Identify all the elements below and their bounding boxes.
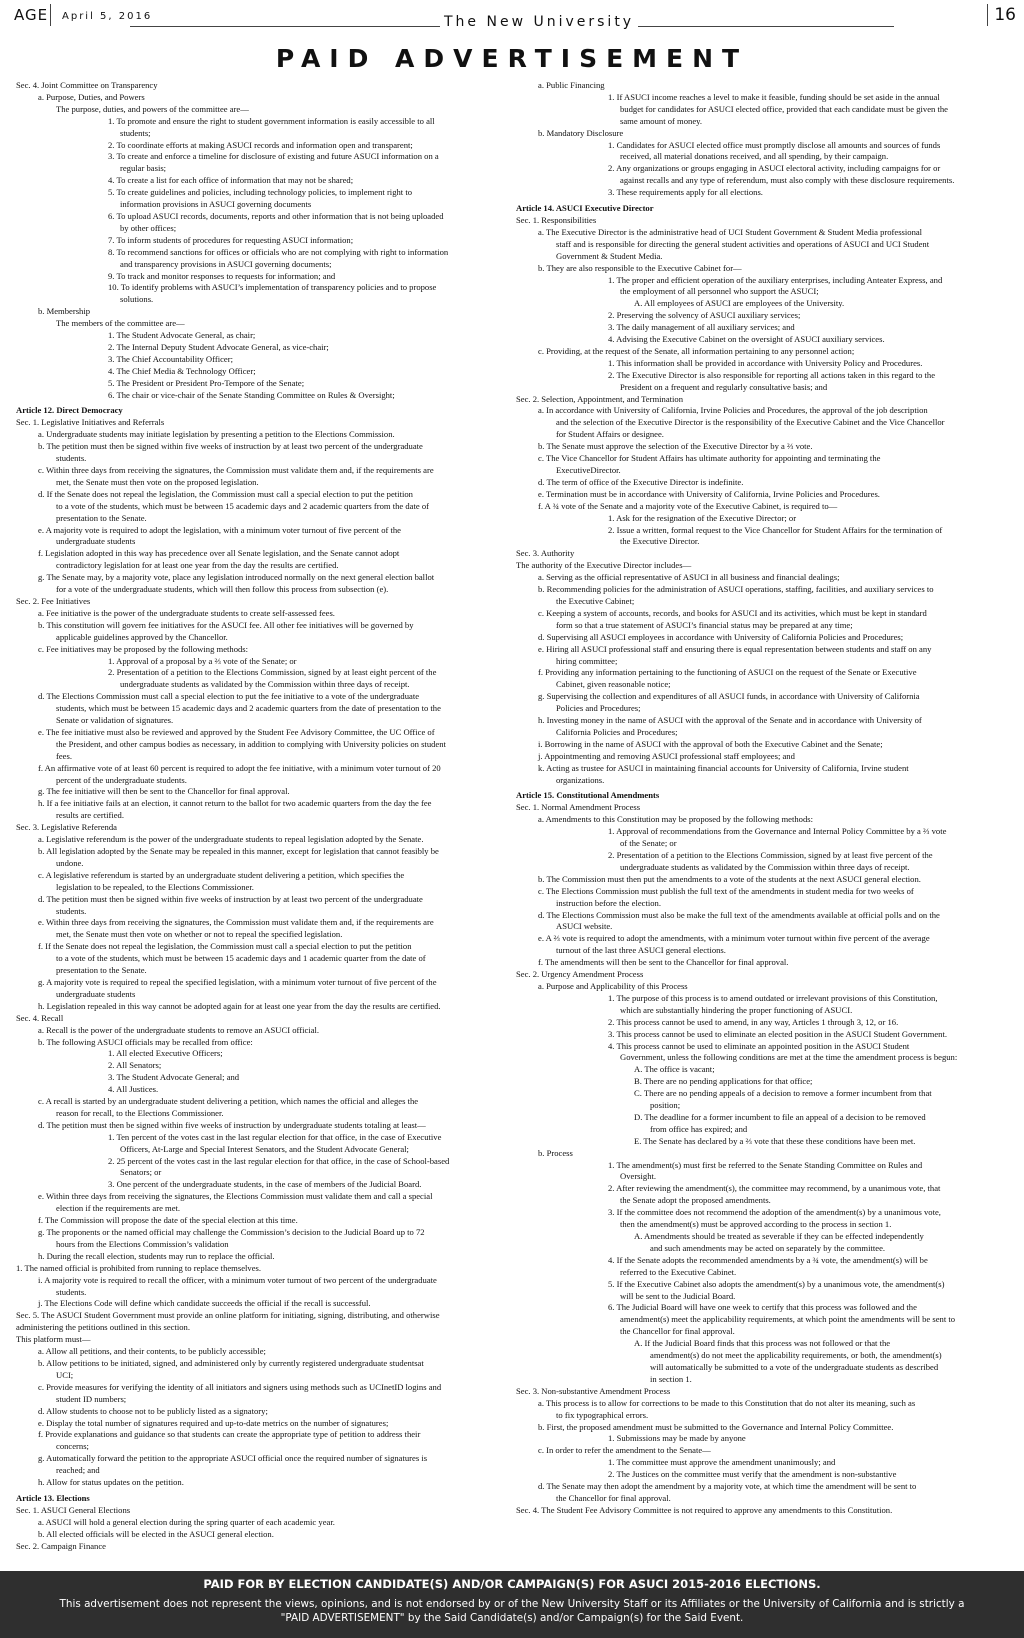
text-line: contradictory legislation for at least one year from the day the results are certified.	[56, 560, 339, 571]
text-line: b. All elected officials will be elected in the ASUCI general election.	[38, 1528, 274, 1539]
text-line: 2. 25 percent of the votes cast in the last regular election for that office, in the case of School-based	[108, 1155, 450, 1166]
text-line: g. The proponents or the named official may challenge the Commission’s decision to the Judicial Board up to 72	[38, 1227, 425, 1237]
text-line: The authority of the Executive Director includes—	[516, 560, 692, 571]
text-line: 5. If the Executive Cabinet also adopts the amendment(s) by a unanimous vote, the amendment(s)	[608, 1278, 945, 1289]
text-line: a. Serving as the official representative of ASUCI in all business and financial dealings;	[538, 572, 840, 583]
text-line: 4. All Justices.	[108, 1084, 159, 1095]
text-line: 2. To coordinate efforts at making ASUCI records and information open and transparent;	[108, 139, 413, 150]
text-line: hours from the Elections Commission’s validation	[56, 1238, 229, 1249]
text-line: 3. This process cannot be used to eliminate an elected position in the ASUCI Student Government.	[608, 1028, 947, 1039]
text-line: a. Undergraduate students may initiate legislation by presenting a petition to the Elections Commission.	[38, 429, 395, 440]
text-line: Sec. 1. Responsibilities	[516, 214, 597, 225]
text-line: a. Legislative referendum is the power of the undergraduate students to repeal legislation adopted by the Senate.	[38, 834, 424, 845]
text-line: to fix typographical errors.	[556, 1409, 649, 1420]
text-line: k. Acting as trustee for ASUCI in maintaining financial accounts for University of California, Irvine student	[538, 762, 909, 773]
text-line: f. Providing any information pertaining to the functioning of ASUCI on the request of the Senate or Executive	[538, 667, 917, 678]
text-line: 2. Issue a written, formal request to the Vice Chancellor for Student Affairs for the termination of	[608, 524, 943, 535]
text-line: students, which must be between 15 academic days and 2 academic quarters from the date of presentation to the	[56, 703, 441, 714]
text-line: h. Legislation repealed in this way cannot be adopted again for at least one year from the day the results are certified.	[38, 1000, 441, 1011]
text-line: by other offices;	[120, 222, 177, 233]
text-line: g. The Senate may, by a majority vote, place any legislation introduced normally on the next general election ballot	[38, 572, 435, 583]
footer-disclaimer-line-2: "PAID ADVERTISEMENT" by the Said Candidate(s) and/or Campaign(s) for the Said Event.	[280, 1612, 744, 1624]
text-line: Sec. 2. Campaign Finance	[16, 1540, 106, 1551]
text-line: student ID numbers;	[56, 1393, 127, 1404]
text-line: 6. The chair or vice-chair of the Senate Standing Committee on Rules & Oversight;	[108, 389, 395, 400]
article-heading: Article 15. Constitutional Amendments	[516, 790, 660, 801]
text-line: e. Within three days from receiving the signatures, the Elections Commission must validate them and call a special	[38, 1191, 433, 1202]
text-line: 9. To track and monitor responses to requests for information; and	[108, 270, 336, 281]
text-line: b. They are also responsible to the Executive Cabinet for—	[538, 262, 742, 273]
text-line: b. Allow petitions to be initiated, signed, and administered only by currently registered undergraduate studentsat	[38, 1357, 424, 1368]
text-line: reached; and	[56, 1465, 100, 1476]
text-line: a. Allow all petitions, and their contents, to be publicly accessible;	[38, 1346, 266, 1357]
text-line: of the Senate; or	[620, 838, 677, 849]
text-line: 6. The Judicial Board will have one week to certify that this process was followed and the	[608, 1302, 917, 1313]
text-line: the Executive Cabinet;	[556, 595, 635, 606]
text-line: Senators; or	[120, 1167, 162, 1178]
text-line: f. Legislation adopted in this way has precedence over all Senate legislation, and the Senate cannot adopt	[38, 548, 400, 559]
text-line: referred to the Executive Cabinet.	[620, 1266, 737, 1277]
text-line: 4. If the Senate adopts the recommended amendments by a ¾ vote, the amendment(s) will be	[608, 1254, 928, 1265]
text-line: a. Purpose, Duties, and Powers	[38, 91, 145, 102]
text-line: b. Recommending policies for the administration of ASUCI operations, staffing, facilities, and auxiliary services to	[538, 584, 934, 595]
text-line: 3. The Chief Accountability Officer;	[108, 353, 233, 364]
text-line: A. The office is vacant;	[634, 1064, 715, 1075]
text-line: Sec. 2. Selection, Appointment, and Termination	[516, 393, 684, 404]
text-line: This platform must—	[16, 1334, 91, 1345]
text-line: 3. The Student Advocate General; and	[108, 1072, 240, 1083]
text-line: i. Borrowing in the name of ASUCI with the approval of both the Executive Cabinet and the Senate;	[538, 738, 883, 749]
text-line: 1. This information shall be provided in accordance with University Policy and Procedures.	[608, 357, 923, 368]
text-line: a. Public Financing	[538, 80, 605, 90]
text-line: 1. The purpose of this process is to amend outdated or irrelevant provisions of this Constitution,	[608, 992, 938, 1003]
text-line: a. Fee initiative is the power of the undergraduate students to create self-assessed fees.	[38, 607, 335, 618]
text-line: 1. The Student Advocate General, as chair;	[108, 330, 256, 341]
text-line: 4. To create a list for each office of information that may not be shared;	[108, 175, 354, 186]
text-line: 1. If ASUCI income reaches a level to make it feasible, funding should be set aside in the annual	[608, 91, 940, 102]
text-line: b. Mandatory Disclosure	[538, 127, 624, 138]
text-line: undergraduate students as validated by the Commission within three days of receipt.	[120, 679, 410, 690]
text-line: 2. All Senators;	[108, 1060, 162, 1071]
text-line: 4. The Chief Media & Technology Officer;	[108, 365, 256, 376]
text-line: a. The Executive Director is the administrative head of UCI Student Government & Student Media professional	[538, 226, 923, 237]
text-line: the employment of all personnel who support the ASUCI;	[620, 286, 819, 297]
text-line: same amount of money.	[620, 115, 703, 126]
text-line: 1. To promote and ensure the right to student government information is easily accessible to all	[108, 115, 435, 126]
paid-advertisement-banner: PAID ADVERTISEMENT	[275, 44, 749, 73]
text-line: c. A recall is started by an undergraduate student delivering a petition, which names the official and alleges the	[38, 1096, 419, 1107]
text-line: e. Within three days from receiving the signatures, the Commission must validate them and, if the requirements are	[38, 917, 434, 928]
text-line: f. Provide explanations and guidance so that students can create the appropriate type of petition to address their	[38, 1429, 421, 1440]
text-line: h. If a fee initiative fails at an election, it cannot return to the ballot for two academic quarters from the day the fee	[38, 798, 432, 809]
text-line: for Student Affairs or designee.	[556, 429, 664, 440]
text-line: g. The fee initiative will then be sent to the Chancellor for final approval.	[38, 786, 290, 797]
text-line: g. A majority vote is required to repeal the specified legislation, with a minimum voter turnout of five percent of the	[38, 976, 437, 987]
advertisement-footer	[0, 1571, 1024, 1638]
text-line: b. The following ASUCI officials may be recalled from office:	[38, 1036, 253, 1047]
text-line: ExecutiveDirector.	[556, 465, 621, 475]
text-line: b. The Commission must then put the amendments to a vote of the students at the next ASUCI general election.	[538, 873, 921, 884]
text-line: 1. All elected Executive Officers;	[108, 1048, 223, 1059]
text-line: from office has expired; and	[650, 1123, 748, 1134]
text-line: 5. To create guidelines and policies, including technology policies, to implement right to	[108, 187, 413, 198]
text-line: i. A majority vote is required to recall the officer, with a minimum voter turnout of two percent of the undergraduate	[38, 1274, 437, 1285]
text-line: and the selection of the Executive Director is the responsibility of the Executive Cabinet and the Vice Chancellor	[556, 417, 945, 428]
page-label: AGE	[14, 6, 49, 24]
text-line: Oversight.	[620, 1171, 657, 1182]
text-line: b. The petition must then be signed within five weeks of instruction by at least two percent of the undergraduate	[38, 441, 423, 452]
text-line: students;	[120, 127, 151, 138]
footer-disclaimer-line-1: This advertisement does not represent the views, opinions, and is not endorsed by or of the New University Staff or its Affiliates or the University of California and is strictly a	[59, 1598, 965, 1610]
text-line: d. The Elections Commission must call a special election to put the fee initiative to a vote of the undergraduate	[38, 691, 420, 702]
text-line: 3. The daily management of all auxiliary services; and	[608, 322, 795, 333]
text-line: will be sent to the Judicial Board.	[620, 1290, 736, 1301]
text-line: amendment(s) do not meet the applicability requirements, or both, the amendment(s)	[650, 1350, 942, 1361]
text-line: hiring committee;	[556, 655, 618, 666]
text-line: d. The term of office of the Executive Director is indefinite.	[538, 476, 744, 487]
text-line: UCI;	[56, 1369, 74, 1380]
text-line: The members of the committee are—	[56, 318, 185, 329]
text-line: budget for candidates for ASUCI elected office, provided that each candidate must be given the	[620, 103, 948, 114]
text-line: reason for recall, to the Elections Commissioner.	[56, 1107, 224, 1118]
text-line: then the amendment(s) must be approved according to the process in section 1.	[620, 1219, 892, 1230]
text-line: organizations.	[556, 774, 605, 785]
text-line: a. In accordance with University of California, Irvine Policies and Procedures, the approval of the job description	[538, 405, 928, 416]
text-line: election if the requirements are met.	[56, 1203, 181, 1214]
text-line: c. Fee initiatives may be proposed by the following methods:	[38, 643, 249, 654]
article-heading: Article 14. ASUCI Executive Director	[516, 203, 654, 214]
text-line: the Senate adopt the proposed amendments.	[620, 1195, 771, 1206]
text-line: 2. Presentation of a petition to the Elections Commission, signed by at least five percent of the	[608, 850, 933, 860]
text-line: Sec. 2. Urgency Amendment Process	[516, 969, 644, 980]
text-line: 2. Presentation of a petition to the Elections Commission, signed by at least eight percent of the	[108, 667, 437, 678]
text-line: 2. After reviewing the amendment(s), the committee may recommend, by a unanimous vote, that	[608, 1183, 941, 1194]
text-line: 3. One percent of the undergraduate students, in the case of members of the Judicial Board.	[108, 1179, 422, 1190]
text-line: 1. Submissions may be made by anyone	[608, 1433, 746, 1444]
text-line: d. The petition must then be signed within five weeks of instruction by at least two percent of the undergraduate	[38, 893, 423, 904]
text-line: b. All legislation adopted by the Senate may be repealed in this manner, except for legislation that cannot feasibly be	[38, 846, 439, 856]
text-line: e. Termination must be in accordance with University of California, Irvine Policies and Procedures.	[538, 488, 880, 499]
text-line: 2. The Internal Deputy Student Advocate General, as vice-chair;	[108, 341, 329, 352]
issue-date: April 5, 2016	[62, 11, 153, 22]
text-line: and transparency provisions in ASUCI governing documents;	[120, 258, 332, 269]
text-line: 1. Ten percent of the votes cast in the last regular election for that office, in the case of Executive	[108, 1131, 442, 1142]
text-line: Sec. 1. Normal Amendment Process	[516, 802, 641, 813]
text-line: position;	[650, 1100, 681, 1111]
text-line: f. The amendments will then be sent to the Chancellor for final approval.	[538, 957, 789, 968]
text-line: 3. To create and enforce a timeline for disclosure of existing and future ASUCI information on a	[108, 151, 439, 162]
text-line: a. Purpose and Applicability of this Process	[538, 980, 688, 991]
article-heading: Article 13. Elections	[16, 1492, 90, 1503]
text-line: D. The deadline for a former incumbent to file an appeal of a decision to be removed	[634, 1111, 926, 1122]
text-line: California Policies and Procedures;	[556, 726, 678, 737]
text-line: c. A legislative referendum is started by an undergraduate student delivering a petition, which specifies the	[38, 869, 405, 880]
text-line: 4. This process cannot be used to eliminate an appointed position in the ASUCI Student	[608, 1040, 910, 1051]
text-line: Sec. 5. The ASUCI Student Government must provide an online platform for initiating, signing, distributing, and otherwise	[16, 1310, 440, 1321]
text-line: which are substantially hindering the proper functioning of ASUCI.	[620, 1004, 853, 1015]
text-line: students.	[56, 453, 87, 464]
text-line: to a vote of the students, which must be between 15 academic days and 1 academic quarter from the date of	[56, 953, 426, 964]
text-line: turnout of the last three ASUCI general elections.	[556, 945, 726, 956]
text-line: B. There are no pending applications for that office;	[634, 1076, 813, 1087]
text-line: Sec. 2. Fee Initiatives	[16, 595, 91, 606]
text-line: A. Amendments should be treated as severable if they can be effected independently	[634, 1231, 924, 1241]
text-line: g. Automatically forward the petition to the appropriate ASUCI official once the required number of signatures is	[38, 1453, 428, 1464]
text-line: 1. The committee must approve the amendment unanimously; and	[608, 1457, 836, 1468]
text-line: b. Membership	[38, 306, 91, 317]
text-line: undergraduate students as validated by the Commission within three days of receipt.	[620, 861, 910, 872]
text-line: d. The petition must then be signed within five weeks of instruction by undergraduate students totaling at least—	[38, 1119, 426, 1130]
text-line: g. Supervising the collection and expenditures of all ASUCI funds, in accordance with University of California	[538, 691, 920, 702]
text-line: 5. The President or President Pro-Tempore of the Senate;	[108, 377, 305, 388]
text-line: concerns;	[56, 1441, 89, 1452]
text-line: 1. Ask for the resignation of the Executive Director; or	[608, 512, 797, 523]
text-line: met, the Senate must then vote on whether or not to repeal the specified legislation.	[56, 929, 343, 940]
text-line: received, all material donations received, and all spending, by their campaign.	[620, 151, 889, 162]
text-line: d. The Senate may then adopt the amendment by a majority vote, at which time the amendment will be sent to	[538, 1481, 917, 1492]
text-line: 10. To identify problems with ASUCI’s implementation of transparency policies and to propose	[108, 282, 437, 293]
text-line: form so that a true statement of ASUCI’s financial status may be prepared at any time;	[556, 619, 853, 630]
text-line: legislation to be repealed, to the Elections Commissioner.	[56, 881, 254, 892]
page-number: 16	[994, 5, 1016, 25]
text-line: Senate or validation of signatures.	[56, 715, 174, 726]
text-line: e. A majority vote is required to adopt the legislation, with a minimum voter turnout of five percent of the	[38, 524, 402, 535]
text-line: a. Recall is the power of the undergraduate students to remove an ASUCI official.	[38, 1024, 320, 1035]
text-line: d. The Elections Commission must also be make the full text of the amendments available at official polls and on the	[538, 909, 940, 920]
text-line: e. The fee initiative must also be reviewed and approved by the Student Fee Advisory Committee, the UC Office of	[38, 726, 435, 737]
text-line: b. This constitution will govern fee initiatives for the ASUCI fee. All other fee initiatives will be governed by	[38, 619, 414, 630]
text-line: information provisions in ASUCI governing documents	[120, 199, 312, 210]
text-line: e. A ⅔ vote is required to adopt the amendments, with a minimum voter turnout within five percent of the average	[538, 933, 930, 944]
text-line: 2. The Executive Director is also responsible for reporting all actions taken in this regard to the	[608, 369, 936, 380]
text-line: 1. The amendment(s) must first be referred to the Senate Standing Committee on Rules and	[608, 1159, 923, 1170]
footer-title: PAID FOR BY ELECTION CANDIDATE(S) AND/OR CAMPAIGN(S) FOR ASUCI 2015-2016 ELECTIONS.	[203, 1577, 821, 1591]
newspaper-name: The New University	[440, 14, 638, 30]
text-line: c. In order to refer the amendment to the Senate—	[538, 1445, 711, 1456]
text-line: students.	[56, 1286, 87, 1297]
text-line: C. There are no pending appeals of a decision to remove a former incumbent from that	[634, 1088, 932, 1099]
text-line: f. An affirmative vote of at least 60 percent is required to adopt the fee initiative, with a minimum voter turnout of 20	[38, 762, 441, 773]
text-line: The purpose, duties, and powers of the committee are—	[56, 103, 249, 114]
text-line: undergraduate students	[56, 988, 136, 999]
text-line: undergraduate students	[56, 536, 136, 547]
text-line: c. The Elections Commission must publish the full text of the amendments in student media for two weeks of	[538, 885, 914, 896]
text-line: will automatically be submitted to a vote of the undergraduate students as described	[650, 1361, 939, 1372]
text-line: 1. Candidates for ASUCI elected office must promptly disclose all amounts and sources of funds	[608, 139, 941, 150]
text-line: the President, and other campus bodies as necessary, in addition to complying with University policies on student	[56, 738, 446, 749]
text-line: and such amendments may be acted on separately by the committee.	[650, 1242, 886, 1253]
text-line: a. This process is to allow for corrections to be made to this Constitution that do not alter its meaning, such as	[538, 1397, 916, 1408]
text-line: Sec. 1. Legislative Initiatives and Referrals	[16, 417, 165, 428]
text-line: 2. Any organizations or groups engaging in ASUCI electoral activity, including campaigns for or	[608, 163, 941, 174]
text-line: Sec. 4. Recall	[16, 1012, 64, 1023]
text-line: 1. Approval of a proposal by a ⅔ vote of the Senate; or	[108, 655, 297, 666]
text-line: c. Provide measures for verifying the identity of all initiators and signers using methods such as UCInetID logins and	[38, 1381, 442, 1392]
text-line: staff and is responsible for directing the general student activities and operations of ASUCI and UCI Student	[556, 238, 930, 249]
text-line: presentation to the Senate.	[56, 512, 147, 523]
text-line: e. Hiring all ASUCI professional staff and ensuring there is equal representation between students and staff on any	[538, 643, 932, 654]
text-line: presentation to the Senate.	[56, 965, 147, 976]
text-line: in section 1.	[650, 1373, 692, 1384]
text-line: administering the petitions outlined in this section.	[16, 1322, 191, 1333]
text-line: d. Allow students to choose not to be publicly listed as a signatory;	[38, 1405, 268, 1416]
text-line: 1. Approval of recommendations from the Governance and Internal Policy Committee by a ⅔ vote	[608, 826, 947, 837]
text-line: h. Allow for status updates on the petition.	[38, 1477, 184, 1488]
text-line: Officers, At-Large and Special Interest Senators, and the Student Advocate General;	[120, 1143, 409, 1154]
masthead-divider	[50, 4, 51, 26]
text-line: against recalls and any type of referendum, must also comply with these disclosure requirements.	[620, 175, 955, 186]
text-line: 2. The Justices on the committee must verify that the amendment is non-substantive	[608, 1469, 897, 1480]
text-line: 1. The named official is prohibited from running to replace themselves.	[16, 1262, 262, 1273]
text-line: the Executive Director.	[620, 536, 700, 547]
text-line: percent of the undergraduate students.	[56, 774, 187, 785]
footer-disclaimer	[0, 1597, 1024, 1625]
text-line: students.	[56, 905, 87, 916]
text-line: d. Supervising all ASUCI employees in accordance with University of California Policies and Procedures;	[538, 631, 904, 642]
text-line: Sec. 3. Authority	[516, 548, 575, 559]
text-line: e. Display the total number of signatures required and up-to-date metrics on the number of signatures;	[38, 1417, 389, 1428]
text-line: President on a frequent and regularly consultative basis; and	[620, 381, 828, 392]
text-line: undone.	[56, 857, 84, 868]
text-line: ASUCI website.	[556, 921, 613, 932]
text-line: a. Amendments to this Constitution may be proposed by the following methods:	[538, 814, 813, 825]
masthead	[0, 0, 1024, 40]
text-line: a. ASUCI will hold a general election during the spring quarter of each academic year.	[38, 1516, 335, 1527]
article-heading: Article 12. Direct Democracy	[16, 405, 123, 416]
text-line: Government & Student Media.	[556, 250, 663, 261]
text-line: applicable guidelines approved by the Chancellor.	[56, 631, 228, 642]
text-line: 6. To upload ASUCI records, documents, reports and other information that is not being uploaded	[108, 210, 444, 221]
text-line: Sec. 3. Legislative Referenda	[16, 822, 117, 833]
text-line: results are certified.	[56, 810, 124, 821]
text-line: fees.	[56, 750, 72, 761]
text-line: 3. If the committee does not recommend the adoption of the amendment(s) by a unanimous vote,	[608, 1207, 941, 1218]
text-line: E. The Senate has declared by a ⅔ vote that these these conditions have been met.	[634, 1135, 916, 1146]
text-line: c. Within three days from receiving the signatures, the Commission must validate them and, if the requirements are	[38, 465, 434, 475]
text-line: f. A ¾ vote of the Senate and a majority vote of the Executive Cabinet, is required to—	[538, 500, 838, 511]
text-line: Government, unless the following conditions are met at the time the amendment process is begun:	[620, 1052, 958, 1063]
text-line: Policies and Procedures;	[556, 703, 641, 714]
text-line: h. During the recall election, students may run to replace the official.	[38, 1250, 275, 1261]
masthead-divider-right	[987, 4, 988, 26]
text-line: Sec. 4. The Student Fee Advisory Committee is not required to approve any amendments to this Constitution.	[516, 1504, 893, 1515]
text-line: Sec. 4. Joint Committee on Transparency	[16, 80, 158, 90]
text-line: 4. Advising the Executive Cabinet on the oversight of ASUCI auxiliary services.	[608, 334, 885, 345]
text-line: the Chancellor for final approval.	[556, 1492, 671, 1503]
text-line: c. The Vice Chancellor for Student Affairs has ultimate authority for appointing and terminating the	[538, 453, 881, 464]
text-line: f. If the Senate does not repeal the legislation, the Commission must call a special election to put the petition	[38, 941, 412, 952]
text-line: instruction before the election.	[556, 897, 661, 908]
text-line: b. The Senate must approve the selection of the Executive Director by a ⅔ vote.	[538, 441, 813, 452]
text-line: d. If the Senate does not repeal the legislation, the Commission must call a special election to put the petition	[38, 488, 413, 499]
text-line: b. Process	[538, 1147, 573, 1158]
text-line: the Chancellor for final approval.	[620, 1326, 735, 1337]
text-line: 8. To recommend sanctions for offices or officials who are not complying with right to information	[108, 246, 449, 257]
text-line: to a vote of the students, which must be between 15 academic days and 2 academic quarters from the date of	[56, 500, 429, 511]
text-line: Cabinet, given reasonable notice;	[556, 679, 671, 690]
text-line: 7. To inform students of procedures for requesting ASUCI information;	[108, 234, 354, 245]
text-line: regular basis;	[120, 163, 167, 174]
text-line: f. The Commission will propose the date of the special election at this time.	[38, 1215, 298, 1226]
text-line: j. The Elections Code will define which candidate succeeds the official if the recall is successful.	[38, 1298, 371, 1309]
text-line: h. Investing money in the name of ASUCI with the approval of the Senate and in accordance with University of	[538, 715, 922, 726]
text-line: 2. This process cannot be used to amend, in any way, Articles 1 through 3, 12, or 16.	[608, 1016, 899, 1027]
text-line: c. Providing, at the request of the Senate, all information pertaining to any personnel action;	[538, 345, 855, 356]
text-line: Sec. 3. Non-substantive Amendment Process	[516, 1385, 671, 1396]
right-column	[516, 80, 1010, 1517]
text-line: j. Appointmenting and removing ASUCI professional staff employees; and	[538, 750, 795, 761]
text-line: Sec. 1. ASUCI General Elections	[16, 1504, 131, 1515]
text-line: c. Keeping a system of accounts, records, and books for ASUCI and its activities, which must be kept in standard	[538, 607, 927, 618]
text-line: b. First, the proposed amendment must be submitted to the Governance and Internal Policy Committee.	[538, 1421, 894, 1432]
text-line: 2. Preserving the solvency of ASUCI auxiliary services;	[608, 310, 801, 321]
left-column	[16, 80, 502, 1552]
text-line: A. If the Judicial Board finds that this process was not followed or that the	[634, 1338, 891, 1349]
text-line: for a vote of the undergraduate students, which will then follow this process from subsection (e).	[56, 584, 389, 595]
text-line: 1. The proper and efficient operation of the auxiliary enterprises, including Anteater Express, and	[608, 274, 943, 285]
text-line: met, the Senate must then vote on the proposed legislation.	[56, 476, 259, 487]
text-line: amendment(s) meet the applicability requirements, at which point the amendments will be sent to	[620, 1314, 956, 1325]
text-line: 3. These requirements apply for all elections.	[608, 187, 763, 198]
text-line: solutions.	[120, 294, 154, 305]
text-line: A. All employees of ASUCI are employees of the University.	[634, 298, 845, 309]
